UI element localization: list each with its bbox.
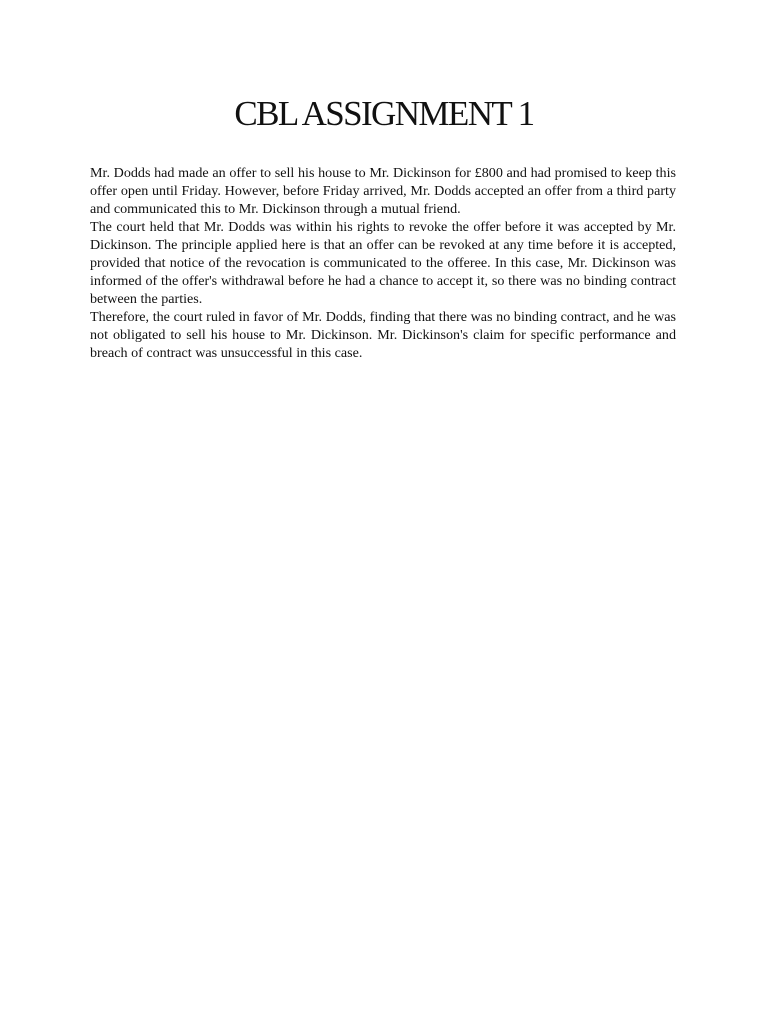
paragraph-court-holding: The court held that Mr. Dodds was within his rights to revoke the offer before it was accepted by Mr. Dickinson. The principle applied here is that an offer can be revoked at any time before it is accepted, provided that notice of the revocation is communicated to the offeree. In this case, Mr. Dickinson was informed of the offer's withdrawal before he had a chance to accept it, so there was no binding contract between the parties. [90, 219, 676, 307]
document-body [90, 164, 676, 362]
document-title: CBL ASSIGNMENT 1 [234, 94, 534, 133]
paragraph-offer-facts: Mr. Dodds had made an offer to sell his house to Mr. Dickinson for £800 and had promised to keep this offer open until Friday. However, before Friday arrived, Mr. Dodds accepted an offer from a third party and communicated this to Mr. Dickinson through a mutual friend. [90, 165, 676, 217]
paragraph-conclusion: Therefore, the court ruled in favor of Mr. Dodds, finding that there was no binding contract, and he was not obligated to sell his house to Mr. Dickinson. Mr. Dickinson's claim for specific performance and breach of contract was unsuccessful in this case. [90, 309, 676, 361]
